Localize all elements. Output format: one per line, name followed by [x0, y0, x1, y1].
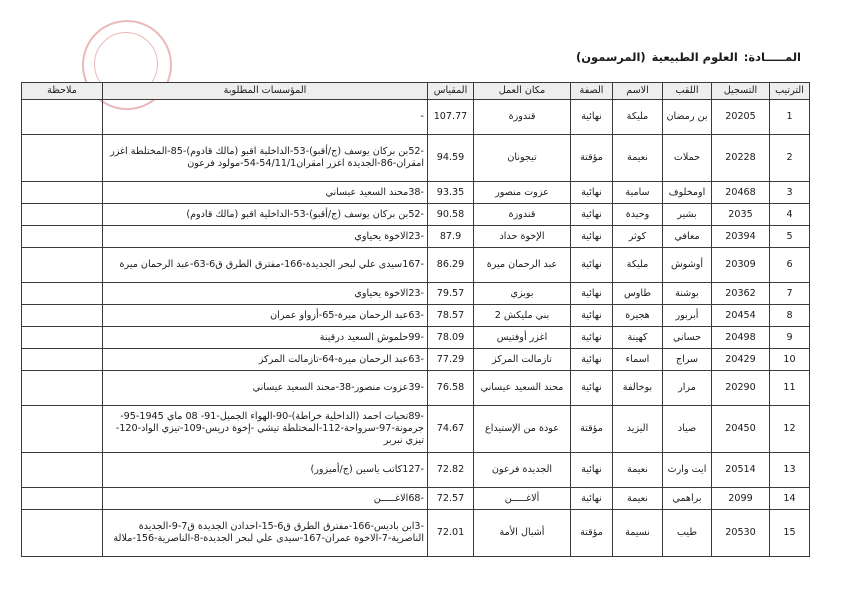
cell-status: مؤقتة: [571, 406, 613, 453]
cell-name: نعيمة: [613, 453, 663, 488]
cell-score: 77.29: [428, 349, 474, 371]
cell-institutions: -3ابن باديس-166-مفترق الطرق ق6-15-احدادن الجديدة ق7-9-الجديدة الناصرية-7-الاخوة عمران-167-سيدى علي لبحر الجديدة-8-الناصرية-156-ملالة: [103, 510, 428, 557]
cell-note: [22, 406, 103, 453]
cell-rank: 11: [770, 371, 810, 406]
cell-name: كهينة: [613, 327, 663, 349]
cell-workplace: عزوت منصور: [474, 182, 571, 204]
cell-workplace: اغزر أوفتيس: [474, 327, 571, 349]
cell-institutions: -127كاتب ياسين (ج/أميزور): [103, 453, 428, 488]
table-row: [22, 182, 810, 204]
cell-status: نهائية: [571, 226, 613, 248]
cell-surname: حساني: [663, 327, 712, 349]
cell-registration: 20450: [712, 406, 770, 453]
cell-status: نهائية: [571, 305, 613, 327]
cell-score: 78.57: [428, 305, 474, 327]
cell-rank: 6: [770, 248, 810, 283]
cell-surname: أبربور: [663, 305, 712, 327]
table-row: [22, 283, 810, 305]
cell-rank: 1: [770, 100, 810, 135]
cell-rank: 2: [770, 135, 810, 182]
cell-score: 90.58: [428, 204, 474, 226]
cell-rank: 10: [770, 349, 810, 371]
cell-rank: 3: [770, 182, 810, 204]
cell-registration: 20514: [712, 453, 770, 488]
cell-score: 107.77: [428, 100, 474, 135]
header-registration: التسجيل: [712, 83, 770, 100]
header-status: الصفة: [571, 83, 613, 100]
cell-institutions: -52بن بركان يوسف (ج/أقبو)-53-الداخلية اقبو (مالك قادوم): [103, 204, 428, 226]
cell-name: كوثر: [613, 226, 663, 248]
cell-institutions: -: [103, 100, 428, 135]
cell-score: 74.67: [428, 406, 474, 453]
cell-workplace: بني مليكش 2: [474, 305, 571, 327]
cell-note: [22, 327, 103, 349]
cell-institutions: -63عبد الرحمان ميرة-65-أزواو عمران: [103, 305, 428, 327]
cell-surname: براهمي: [663, 488, 712, 510]
cell-name: اليزيد: [613, 406, 663, 453]
cell-name: مليكة: [613, 248, 663, 283]
cell-score: 87.9: [428, 226, 474, 248]
header-workplace: مكان العمل: [474, 83, 571, 100]
cell-surname: طيب: [663, 510, 712, 557]
cell-status: نهائية: [571, 371, 613, 406]
cell-workplace: أشبال الأمة: [474, 510, 571, 557]
header-surname: اللقب: [663, 83, 712, 100]
cell-note: [22, 204, 103, 226]
cell-institutions: -23الاخوة يحياوي: [103, 226, 428, 248]
cell-registration: 2035: [712, 204, 770, 226]
cell-note: [22, 226, 103, 248]
header-score: المقياس: [428, 83, 474, 100]
table-row: [22, 135, 810, 182]
cell-registration: 20309: [712, 248, 770, 283]
table-row: [22, 488, 810, 510]
cell-score: 76.58: [428, 371, 474, 406]
cell-note: [22, 248, 103, 283]
cell-registration: 20394: [712, 226, 770, 248]
cell-rank: 12: [770, 406, 810, 453]
cell-rank: 15: [770, 510, 810, 557]
cell-score: 72.82: [428, 453, 474, 488]
cell-surname: ايت وارث: [663, 453, 712, 488]
cell-registration: 20454: [712, 305, 770, 327]
cell-institutions: -52بن بركان يوسف (ج/أقبو)-53-الداخلية اقبو (مالك قادوم)-85-المختلطة اغزر امقران-86-الجديدة اغزر امقران54/11/1-54-مولود فرعون: [103, 135, 428, 182]
table-row: [22, 510, 810, 557]
cell-workplace: عبد الرحمان ميرة: [474, 248, 571, 283]
cell-note: [22, 135, 103, 182]
cell-status: مؤقتة: [571, 510, 613, 557]
cell-note: [22, 488, 103, 510]
cell-status: مؤقتة: [571, 135, 613, 182]
table-row: [22, 204, 810, 226]
cell-institutions: -38محند السعيد عيساني: [103, 182, 428, 204]
table-row: [22, 226, 810, 248]
header-rank: الترتيب: [770, 83, 810, 100]
cell-name: هجيرة: [613, 305, 663, 327]
cell-surname: بن رمضان: [663, 100, 712, 135]
cell-rank: 8: [770, 305, 810, 327]
cell-name: نعيمة: [613, 488, 663, 510]
cell-registration: 20530: [712, 510, 770, 557]
cell-workplace: الإخوة حداد: [474, 226, 571, 248]
cell-workplace: محند السعيد عيساني: [474, 371, 571, 406]
header-name: الاسم: [613, 83, 663, 100]
cell-rank: 7: [770, 283, 810, 305]
cell-note: [22, 453, 103, 488]
cell-score: 94.59: [428, 135, 474, 182]
cell-name: سامية: [613, 182, 663, 204]
cell-registration: 20498: [712, 327, 770, 349]
table-row: [22, 327, 810, 349]
cell-workplace: قندوزة: [474, 100, 571, 135]
cell-rank: 5: [770, 226, 810, 248]
cell-registration: 20362: [712, 283, 770, 305]
cell-registration: 20228: [712, 135, 770, 182]
cell-note: [22, 100, 103, 135]
cell-surname: اومخلوف: [663, 182, 712, 204]
cell-registration: 2099: [712, 488, 770, 510]
cell-score: 79.57: [428, 283, 474, 305]
table-row: [22, 349, 810, 371]
table-row: [22, 100, 810, 135]
cell-status: نهائية: [571, 327, 613, 349]
cell-score: 93.35: [428, 182, 474, 204]
subject-name: العلوم الطبيعية: [651, 50, 738, 64]
cell-registration: 20468: [712, 182, 770, 204]
cell-name: وحيدة: [613, 204, 663, 226]
cell-score: 72.01: [428, 510, 474, 557]
cell-score: 78.09: [428, 327, 474, 349]
status-label: (المرسمون): [575, 50, 646, 64]
cell-status: نهائية: [571, 100, 613, 135]
table-row: [22, 371, 810, 406]
cell-institutions: -167سيدى علي لبحر الجديدة-166-مفترق الطرق ق6-63-عبد الرحمان ميرة: [103, 248, 428, 283]
cell-institutions: -23الاخوة يحياوي: [103, 283, 428, 305]
cell-institutions: -63عبد الرحمان ميرة-64-تازمالت المركز: [103, 349, 428, 371]
document-title: [570, 50, 801, 64]
cell-note: [22, 349, 103, 371]
cell-name: مليكة: [613, 100, 663, 135]
cell-status: نهائية: [571, 349, 613, 371]
cell-name: طاوس: [613, 283, 663, 305]
cell-rank: 4: [770, 204, 810, 226]
cell-status: نهائية: [571, 204, 613, 226]
cell-workplace: عودة من الإستيداع: [474, 406, 571, 453]
cell-surname: أوشوش: [663, 248, 712, 283]
cell-workplace: قندوزة: [474, 204, 571, 226]
cell-surname: مرار: [663, 371, 712, 406]
cell-workplace: تيجونان: [474, 135, 571, 182]
cell-surname: حملات: [663, 135, 712, 182]
cell-note: [22, 305, 103, 327]
cell-name: اسماء: [613, 349, 663, 371]
header-note: ملاحظة: [22, 83, 103, 100]
table-row: [22, 453, 810, 488]
cell-note: [22, 182, 103, 204]
cell-registration: 20290: [712, 371, 770, 406]
header-row: [22, 83, 810, 100]
cell-workplace: ألاغـــــن: [474, 488, 571, 510]
cell-rank: 9: [770, 327, 810, 349]
cell-surname: معافي: [663, 226, 712, 248]
cell-note: [22, 283, 103, 305]
cell-note: [22, 371, 103, 406]
cell-workplace: الجديدة فرعون: [474, 453, 571, 488]
cell-status: نهائية: [571, 182, 613, 204]
cell-rank: 14: [770, 488, 810, 510]
cell-name: بوخالفة: [613, 371, 663, 406]
subject-label: المـــــادة:: [743, 50, 801, 64]
header-institutions: المؤسسات المطلوبة: [103, 83, 428, 100]
cell-workplace: تازمالت المركز: [474, 349, 571, 371]
cell-institutions: -39عزوت منصور-38-محند السعيد عيساني: [103, 371, 428, 406]
cell-status: نهائية: [571, 453, 613, 488]
cell-name: نعيمة: [613, 135, 663, 182]
cell-surname: بشير: [663, 204, 712, 226]
cell-registration: 20205: [712, 100, 770, 135]
table-row: [22, 305, 810, 327]
cell-status: نهائية: [571, 488, 613, 510]
cell-score: 72.57: [428, 488, 474, 510]
cell-note: [22, 510, 103, 557]
cell-institutions: -89تحيات احمد (الداخلية خراطة)-90-الهواء الجميل-91- 08 ماي 1945-95-جرمونة-97-سرواحة-112-المختلطة تيشي -إخوة دريس-109-تيزي الواد-120-تيزي نبربر: [103, 406, 428, 453]
cell-registration: 20429: [712, 349, 770, 371]
cell-status: نهائية: [571, 248, 613, 283]
cell-score: 86.29: [428, 248, 474, 283]
results-table: [21, 82, 810, 557]
cell-status: نهائية: [571, 283, 613, 305]
cell-rank: 13: [770, 453, 810, 488]
cell-surname: بوشنة: [663, 283, 712, 305]
cell-institutions: -99حلموش السعيد درقينة: [103, 327, 428, 349]
cell-workplace: بوبزي: [474, 283, 571, 305]
table-row: [22, 248, 810, 283]
table-row: [22, 406, 810, 453]
cell-name: نسيمة: [613, 510, 663, 557]
cell-surname: سراج: [663, 349, 712, 371]
cell-surname: صياد: [663, 406, 712, 453]
cell-institutions: -68الاغـــــن: [103, 488, 428, 510]
